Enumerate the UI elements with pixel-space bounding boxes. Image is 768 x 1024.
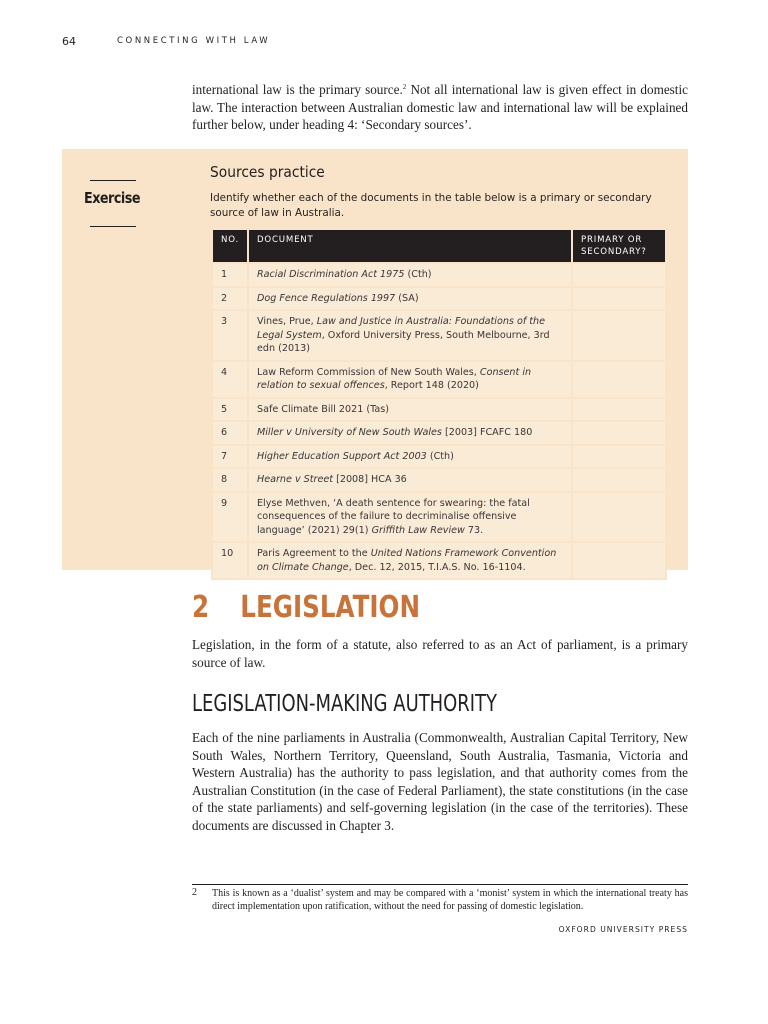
answer-cell[interactable] — [572, 361, 666, 398]
subsection-heading: LEGISLATION-MAKING AUTHORITY — [192, 691, 497, 717]
citation-text: , Dec. 12, 2015, T.I.A.S. No. 16-1104. — [348, 561, 526, 573]
table-row — [212, 361, 666, 398]
citation-italic-text: Miller v University of New South Wales — [256, 427, 442, 438]
citation-italic-text: Consent in relation to sexual offences — [256, 366, 532, 391]
footnote-number: 2 — [192, 887, 197, 898]
answer-cell[interactable] — [572, 310, 666, 361]
table-row — [212, 310, 666, 361]
citation-italic-text: Griffith Law Review — [371, 524, 465, 536]
citation-italic-text: United Nations Framework Convention on Climate Change — [256, 548, 557, 573]
exercise-title: Sources practice — [210, 163, 325, 181]
footnote-reference[interactable]: 2 — [402, 83, 407, 91]
document-citation — [248, 310, 572, 361]
answer-cell[interactable] — [572, 542, 666, 579]
document-citation — [248, 421, 572, 445]
row-number: 9 — [212, 492, 248, 543]
document-citation — [248, 361, 572, 398]
footnote-text: This is known as a ‘dualist’ system and may be compared with a ‘monist’ system in which the international treaty has direct implementation upon ratification, without the need for passing of domestic legislation. — [212, 888, 688, 912]
column-header-document: DOCUMENT — [248, 229, 572, 263]
answer-cell[interactable] — [572, 398, 666, 422]
answer-cell[interactable] — [572, 445, 666, 469]
row-number: 4 — [212, 361, 248, 398]
table-row — [212, 421, 666, 445]
row-number: 6 — [212, 421, 248, 445]
row-number: 3 — [212, 310, 248, 361]
table-row — [212, 492, 666, 543]
answer-cell[interactable] — [572, 421, 666, 445]
document-citation — [248, 398, 572, 422]
exercise-rule-bottom — [90, 226, 136, 227]
table-row — [212, 287, 666, 311]
citation-italic-text: Hearne v Street — [256, 474, 334, 485]
page-number: 64 — [62, 35, 76, 48]
legislation-paragraph: Legislation, in the form of a statute, also referred to as an Act of parliament, is a primary source of law. — [192, 637, 688, 670]
answer-cell[interactable] — [572, 468, 666, 492]
answer-cell[interactable] — [572, 287, 666, 311]
table-row — [212, 398, 666, 422]
document-citation — [248, 287, 572, 311]
row-number: 7 — [212, 445, 248, 469]
document-citation — [248, 468, 572, 492]
intro-paragraph — [192, 79, 688, 134]
table-row — [212, 263, 666, 287]
intro-text-2: Not all international law is given effect in domestic law. The interaction between Australian domestic law and international law will be explained further below, under heading 4: ‘Secondary sources’. — [192, 82, 688, 132]
citation-text: , Oxford University Press, South Melbourne, 3rd edn (2013) — [256, 329, 550, 354]
table-row — [212, 542, 666, 579]
citation-italic-text: Racial Discrimination Act 1975 — [256, 269, 405, 280]
citation-text: Elyse Methven, ‘A death sentence for swearing: the fatal consequences of the failure to decriminalise offensive language’ (2021) 29(1) — [256, 497, 530, 536]
table-row — [212, 445, 666, 469]
row-number: 2 — [212, 287, 248, 311]
footnote-divider — [192, 884, 688, 885]
sources-table-body — [212, 263, 666, 579]
document-citation — [248, 542, 572, 579]
column-header-no: NO. — [212, 229, 248, 263]
section-number: 2 — [192, 590, 210, 625]
authority-paragraph: Each of the nine parliaments in Australia (Commonwealth, Australian Capital Territory, New South Wales, Northern Territory, Queensland, South Australia, Tasmania, Victoria and Western Australia) has the authority to pass legislation, and that authority comes from the Australian Constitution (in the case of Federal Parliament), the state constitutions (in the case of the state parliaments) and self-governing legislation (in the case of the territories). These documents are discussed in Chapter 3. — [192, 730, 688, 833]
citation-text: (SA) — [395, 292, 419, 304]
running-head — [62, 35, 688, 49]
citation-italic-text: Law and Justice in Australia: Foundations of the Legal System — [256, 316, 546, 341]
citation-text: [2003] FCAFC 180 — [441, 427, 533, 438]
row-number: 8 — [212, 468, 248, 492]
citation-italic-text: Higher Education Support Act 2003 — [256, 450, 427, 462]
answer-cell[interactable] — [572, 263, 666, 287]
row-number: 1 — [212, 263, 248, 287]
answer-cell[interactable] — [572, 492, 666, 543]
citation-text: (Cth) — [404, 269, 432, 280]
citation-text: Safe Climate Bill 2021 (Tas) — [256, 403, 389, 415]
table-row — [212, 468, 666, 492]
section-heading — [192, 590, 420, 628]
column-header-answer: PRIMARY OR SECONDARY? — [572, 229, 666, 263]
citation-italic-text: Dog Fence Regulations 1997 — [256, 292, 396, 304]
citation-text: Vines, Prue, — [256, 316, 317, 327]
citation-text: Law Reform Commission of New South Wales, — [256, 366, 480, 378]
citation-text: [2008] HCA 36 — [333, 474, 407, 485]
intro-text-1: international law is the primary source. — [192, 82, 403, 97]
citation-text: , Report 148 (2020) — [384, 380, 479, 391]
publisher-name: OXFORD UNIVERSITY PRESS — [558, 925, 688, 934]
citation-text: Paris Agreement to the — [256, 548, 371, 559]
section-title: LEGISLATION — [240, 590, 421, 625]
document-citation — [248, 445, 572, 469]
document-citation — [248, 492, 572, 543]
row-number: 10 — [212, 542, 248, 579]
document-citation — [248, 263, 572, 287]
row-number: 5 — [212, 398, 248, 422]
sources-table — [211, 228, 667, 580]
exercise-label: Exercise — [84, 189, 140, 207]
table-header-row — [212, 229, 666, 263]
citation-text: (Cth) — [426, 450, 454, 462]
exercise-rule-top — [90, 180, 136, 181]
citation-text: 73. — [464, 524, 484, 536]
exercise-instruction: Identify whether each of the documents in the table below is a primary or secondary source of law in Australia. — [210, 192, 652, 219]
running-title: CONNECTING WITH LAW — [117, 36, 271, 46]
